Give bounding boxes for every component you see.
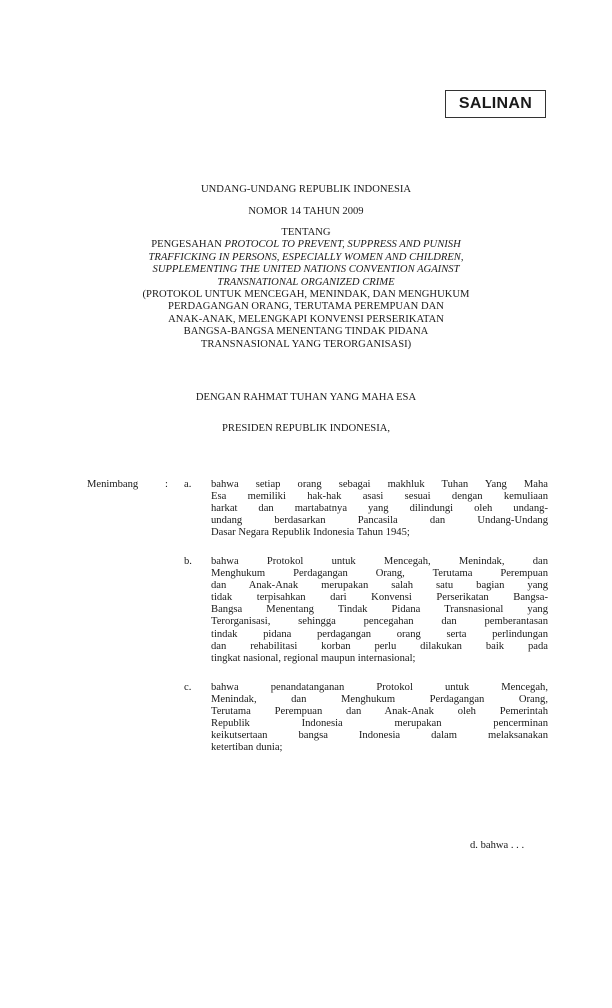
text-line: Menghukum Perdagangan Orang, Terutama Perempuan	[211, 568, 548, 580]
translation-line-1: (PROTOKOL UNTUK MENCEGAH, MENINDAK, DAN MENGHUKUM	[142, 289, 470, 301]
subject-italic-4: TRANSNATIONAL ORGANIZED CRIME	[217, 276, 395, 288]
item-text	[211, 479, 548, 539]
blessing-line: DENGAN RAHMAT TUHAN YANG MAHA ESA	[195, 392, 417, 403]
subject-prefix: PENGESAHAN	[151, 239, 225, 251]
text-line: Republik Indonesia merupakan pencerminan	[211, 718, 548, 730]
text-line: dan Anak-Anak merupakan salah satu bagian yang	[211, 580, 548, 592]
text-line: Menindak, dan Menghukum Perdagangan Orang,	[211, 694, 548, 706]
item-letter: c.	[184, 682, 192, 693]
text-line: keikutsertaan bangsa Indonesia dalam melaksanakan	[211, 730, 548, 742]
menimbang-label: Menimbang	[87, 479, 139, 490]
salinan-stamp: SALINAN	[445, 90, 546, 118]
text-line: harkat dan martabatnya yang dilindungi oleh undang-	[211, 503, 548, 515]
subject-italic-3: SUPPLEMENTING THE UNITED NATIONS CONVENTION AGAINST	[152, 264, 460, 276]
law-subject	[60, 227, 552, 351]
text-line: Bangsa Menentang Tindak Pidana Transnasional yang	[211, 604, 548, 616]
page-continuation: d. bahwa . . .	[470, 840, 525, 851]
law-title	[60, 184, 552, 196]
text-line: tingkat nasional, regional maupun internasional;	[211, 652, 416, 664]
president-heading	[60, 423, 552, 435]
translation-line-3: ANAK-ANAK, MELENGKAPI KONVENSI PERSERIKATAN	[168, 313, 444, 325]
blessing	[60, 392, 552, 404]
subject-line-1	[60, 239, 552, 251]
subject-italic-2: TRAFFICKING IN PERSONS, ESPECIALLY WOMEN AND CHILDREN,	[148, 251, 464, 263]
item-letter: a.	[184, 479, 192, 490]
text-line: dan rehabilitasi korban perlu dilakukan baik pada	[211, 640, 548, 652]
text-line: ketertiban dunia;	[211, 742, 283, 754]
text-line: Esa memiliki hak-hak asasi sesuai dengan kemuliaan	[211, 491, 548, 503]
translation-line-2: PERDAGANGAN ORANG, TERUTAMA PEREMPUAN DAN	[168, 301, 444, 313]
item-letter: b.	[184, 556, 192, 567]
translation-line-5: TRANSNASIONAL YANG TERORGANISASI)	[200, 338, 412, 350]
item-text	[211, 682, 548, 755]
menimbang-colon: :	[165, 479, 168, 490]
text-line: Terutama Perempuan dan Anak-Anak oleh Pemerintah	[211, 706, 548, 718]
translation-line-4: BANGSA-BANGSA MENENTANG TINDAK PIDANA	[183, 326, 429, 338]
text-line: tindak pidana perdagangan orang serta perlindungan	[211, 628, 548, 640]
text-line: undang berdasarkan Pancasila dan Undang-Undang	[211, 515, 548, 527]
law-title-line: UNDANG-UNDANG REPUBLIK INDONESIA	[200, 184, 412, 195]
text-line: tidak terpisahkan dari Konvensi Perserikatan Bangsa-	[211, 592, 548, 604]
president-line: PRESIDEN REPUBLIK INDONESIA,	[221, 423, 391, 434]
text-line: bahwa setiap orang sebagai makhluk Tuhan Yang Maha	[211, 479, 548, 490]
text-line: Terorganisasi, sehingga pencegahan dan pemberantasan	[211, 616, 548, 628]
item-text	[211, 556, 548, 665]
text-line: bahwa Protokol untuk Mencegah, Menindak, dan	[211, 556, 548, 567]
law-number-line: NOMOR 14 TAHUN 2009	[248, 206, 364, 217]
law-number	[60, 206, 552, 218]
text-line: Dasar Negara Republik Indonesia Tahun 1945;	[211, 527, 410, 539]
tentang-label: TENTANG	[281, 227, 331, 238]
text-line: bahwa penandatanganan Protokol untuk Mencegah,	[211, 682, 548, 693]
subject-italic-1: PROTOCOL TO PREVENT, SUPPRESS AND PUNISH	[224, 239, 461, 251]
